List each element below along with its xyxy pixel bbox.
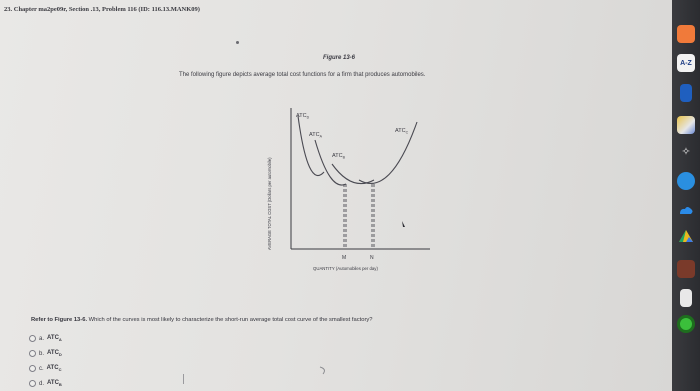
answer-options	[29, 331, 62, 391]
stray-mark	[183, 374, 184, 384]
figure-intro: The following figure depicts average total cost functions for a firm that produces automobiles.	[179, 72, 426, 78]
curve-atc-c	[359, 122, 417, 183]
label-atc-b: $ATC_B$	[332, 153, 345, 160]
radio-c[interactable]	[29, 365, 36, 372]
drive-icon[interactable]	[677, 228, 695, 246]
label-atc-d: $ATC_D$	[296, 113, 310, 120]
curve-atc-d	[298, 116, 324, 176]
option-b[interactable]: b. $ATC_D$	[29, 346, 62, 361]
hook-mark	[318, 366, 328, 376]
y-axis-label: AVERAGE TOTAL COST (Dollars per automobile)	[267, 157, 272, 250]
curve-atc-a	[315, 140, 346, 185]
sparkle-icon[interactable]: ✧	[681, 146, 691, 158]
radio-b[interactable]	[29, 350, 36, 357]
label-atc-a: $ATC_A$	[309, 132, 322, 139]
x-marker-n: N	[370, 255, 374, 261]
x-marker-m: M	[342, 255, 347, 261]
stray-dot	[236, 41, 239, 44]
curve-atc-b	[332, 164, 374, 184]
radio-d[interactable]	[29, 380, 36, 387]
image-edit-icon[interactable]	[677, 116, 695, 134]
circle-app-icon[interactable]	[677, 315, 695, 333]
label-atc-c: $ATC_C$	[395, 128, 409, 135]
problem-header: 23. Chapter ma2pe09r, Section .13, Problem 116 (ID: 116.13.MANK09)	[4, 6, 200, 13]
cloud-icon[interactable]	[677, 201, 695, 219]
option-a[interactable]: a. $ATC_A$	[29, 331, 62, 346]
reader-icon[interactable]	[677, 260, 695, 278]
right-dock	[672, 0, 700, 391]
option-d[interactable]: d. $ATC_B$	[29, 376, 62, 391]
question-text: Refer to Figure 13-6. Which of the curves is most likely to characterize the short-run average total cost curve of the smallest factory?	[31, 317, 373, 323]
figure-title: Figure 13-6	[323, 55, 356, 61]
x-axis-label: QUANTITY (Automobiles per day)	[313, 266, 378, 271]
option-c[interactable]: c. $ATC_C$	[29, 361, 62, 376]
mouse-cursor-icon	[402, 221, 405, 227]
radio-a[interactable]	[29, 335, 36, 342]
tablet-icon[interactable]	[680, 289, 692, 307]
bookmark-icon[interactable]	[680, 84, 692, 102]
atc-chart	[262, 100, 432, 280]
browser-icon[interactable]	[677, 172, 695, 190]
az-dictionary-icon[interactable]: A-Z	[677, 54, 695, 72]
photos-icon[interactable]	[677, 25, 695, 43]
